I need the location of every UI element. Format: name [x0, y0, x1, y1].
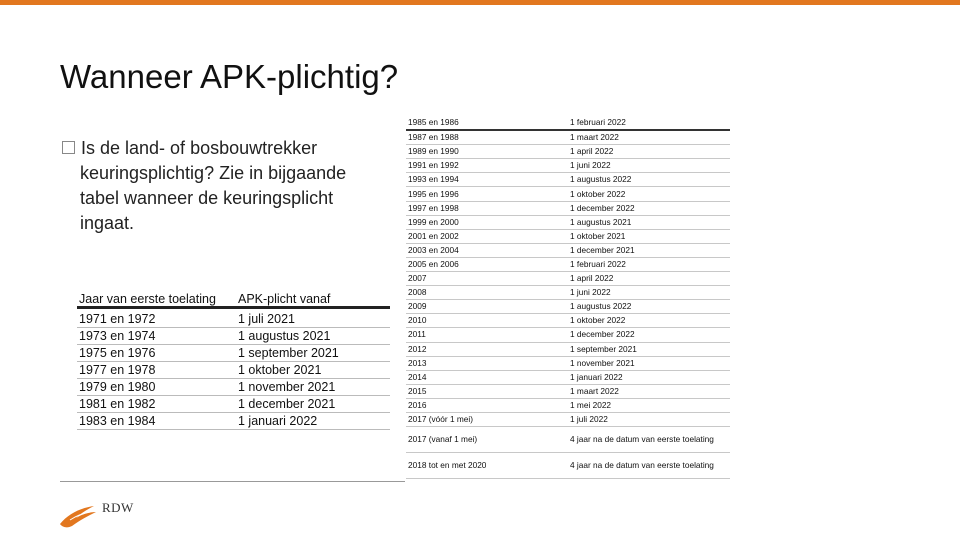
year-cell: 2003 en 2004	[406, 243, 568, 257]
apk-date-cell: 1 maart 2022	[568, 130, 730, 145]
table-row	[406, 145, 730, 159]
table-row	[406, 300, 730, 314]
footer-divider	[60, 481, 405, 482]
apk-date-cell: 1 februari 2022	[568, 116, 730, 130]
table-row	[77, 362, 390, 379]
column-header-apk: APK-plicht vanaf	[238, 292, 331, 306]
year-cell: 2012	[406, 342, 568, 356]
year-cell: 1973 en 1974	[77, 328, 236, 345]
table-row	[406, 159, 730, 173]
year-cell: 1981 en 1982	[77, 396, 236, 413]
year-cell: 1985 en 1986	[406, 116, 568, 130]
table-row	[406, 229, 730, 243]
table-row	[77, 308, 390, 328]
table-row	[406, 215, 730, 229]
apk-date-cell: 1 januari 2022	[236, 413, 390, 430]
table-row	[77, 345, 390, 362]
year-cell: 1995 en 1996	[406, 187, 568, 201]
apk-date-cell: 1 augustus 2022	[568, 173, 730, 187]
table-row	[77, 328, 390, 345]
table-row	[406, 412, 730, 426]
year-cell: 2010	[406, 314, 568, 328]
rdw-logo-text: RDW	[102, 500, 134, 515]
apk-date-cell: 1 oktober 2021	[568, 229, 730, 243]
apk-date-cell: 4 jaar na de datum van eerste toelating	[568, 427, 730, 453]
apk-date-cell: 1 oktober 2021	[236, 362, 390, 379]
table-row	[406, 187, 730, 201]
apk-date-cell: 1 juli 2021	[236, 308, 390, 328]
year-cell: 2017 (vanaf 1 mei)	[406, 427, 568, 453]
table-row	[406, 130, 730, 145]
table-row	[406, 398, 730, 412]
table-row	[406, 243, 730, 257]
table-row	[406, 342, 730, 356]
year-cell: 1993 en 1994	[406, 173, 568, 187]
year-cell: 2015	[406, 384, 568, 398]
table-row	[77, 413, 390, 430]
apk-date-cell: 1 oktober 2022	[568, 187, 730, 201]
bullet-first-line: Is de land- of bosbouwtrekker	[81, 138, 318, 158]
year-cell: 1971 en 1972	[77, 308, 236, 328]
apk-date-cell: 1 juni 2022	[568, 286, 730, 300]
apk-date-cell: 1 november 2021	[236, 379, 390, 396]
apk-date-cell: 1 september 2021	[236, 345, 390, 362]
year-cell: 2017 (vóór 1 mei)	[406, 412, 568, 426]
year-cell: 1987 en 1988	[406, 130, 568, 145]
table-row	[77, 379, 390, 396]
apk-date-cell: 1 maart 2022	[568, 384, 730, 398]
table-row	[406, 201, 730, 215]
year-cell: 1979 en 1980	[77, 379, 236, 396]
column-header-year: Jaar van eerste toelating	[79, 292, 216, 306]
year-cell: 2018 tot en met 2020	[406, 453, 568, 479]
apk-date-cell: 4 jaar na de datum van eerste toelating	[568, 453, 730, 479]
left-table	[77, 286, 390, 430]
year-cell: 2008	[406, 286, 568, 300]
table-row	[406, 384, 730, 398]
table-row	[406, 257, 730, 271]
top-accent-bar	[0, 0, 960, 5]
year-cell: 2013	[406, 356, 568, 370]
year-cell: 1991 en 1992	[406, 159, 568, 173]
apk-date-cell: 1 oktober 2022	[568, 314, 730, 328]
apk-date-cell: 1 september 2021	[568, 342, 730, 356]
apk-date-cell: 1 augustus 2021	[568, 215, 730, 229]
apk-date-cell: 1 juli 2022	[568, 412, 730, 426]
table-row	[77, 396, 390, 413]
left-table-header	[77, 286, 390, 308]
table-row	[406, 173, 730, 187]
year-cell: 1989 en 1990	[406, 145, 568, 159]
year-cell: 1983 en 1984	[77, 413, 236, 430]
table-row	[406, 272, 730, 286]
year-cell: 2009	[406, 300, 568, 314]
year-cell: 1977 en 1978	[77, 362, 236, 379]
year-cell: 1997 en 1998	[406, 201, 568, 215]
table-row	[406, 356, 730, 370]
bullet-paragraph	[62, 136, 377, 236]
year-cell: 2014	[406, 370, 568, 384]
year-cell: 2005 en 2006	[406, 257, 568, 271]
table-row	[406, 314, 730, 328]
table-row	[406, 286, 730, 300]
apk-date-cell: 1 juni 2022	[568, 159, 730, 173]
table-row	[406, 116, 730, 130]
page-title: Wanneer APK-plichtig?	[60, 58, 399, 95]
apk-date-cell: 1 augustus 2021	[236, 328, 390, 345]
year-cell: 2011	[406, 328, 568, 342]
apk-date-cell: 1 januari 2022	[568, 370, 730, 384]
apk-date-cell: 1 april 2022	[568, 272, 730, 286]
table-row	[406, 370, 730, 384]
apk-date-cell: 1 februari 2022	[568, 257, 730, 271]
bullet-continuation: keuringsplichtig? Zie in bijgaande tabel wanneer de keuringsplicht ingaat.	[80, 163, 347, 233]
right-table	[406, 116, 730, 479]
apk-date-cell: 1 augustus 2022	[568, 300, 730, 314]
year-cell: 1999 en 2000	[406, 215, 568, 229]
apk-date-cell: 1 december 2021	[236, 396, 390, 413]
year-cell: 1975 en 1976	[77, 345, 236, 362]
table-row	[406, 427, 730, 453]
year-cell: 2007	[406, 272, 568, 286]
apk-date-cell: 1 december 2021	[568, 243, 730, 257]
year-cell: 2001 en 2002	[406, 229, 568, 243]
table-row	[406, 453, 730, 479]
apk-date-cell: 1 december 2022	[568, 328, 730, 342]
apk-date-cell: 1 april 2022	[568, 145, 730, 159]
apk-date-cell: 1 mei 2022	[568, 398, 730, 412]
year-cell: 2016	[406, 398, 568, 412]
table-row	[406, 328, 730, 342]
checkbox-bullet-icon	[62, 141, 75, 154]
apk-date-cell: 1 november 2021	[568, 356, 730, 370]
apk-date-cell: 1 december 2022	[568, 201, 730, 215]
